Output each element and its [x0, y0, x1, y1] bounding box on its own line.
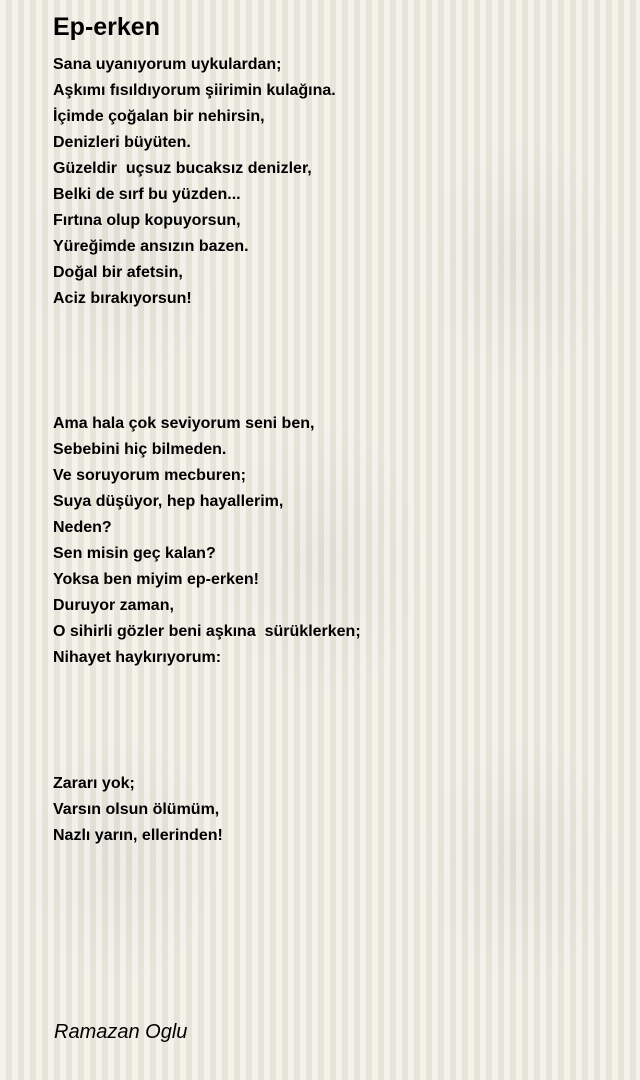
poem-line: İçimde çoğalan bir nehirsin, — [53, 108, 265, 125]
poem-line: Nazlı yarın, ellerinden! — [53, 827, 223, 844]
poem-line: Varsın olsun ölümüm, — [53, 801, 220, 818]
poem-line: Neden? — [53, 519, 112, 536]
poem-line: Belki de sırf bu yüzden... — [53, 186, 241, 203]
poem-line: Yoksa ben miyim ep-erken! — [53, 571, 259, 588]
poem-line: Suya düşüyor, hep hayallerim, — [53, 493, 284, 510]
stanza-1 — [53, 52, 336, 312]
poem-line: Aşkımı fısıldıyorum şiirimin kulağına. — [53, 82, 336, 99]
poem-line: Aciz bırakıyorsun! — [53, 290, 192, 307]
stanza-3 — [53, 771, 223, 849]
poem-line: Fırtına olup kopuyorsun, — [53, 212, 241, 229]
poem-line: Güzeldir uçsuz bucaksız denizler, — [53, 160, 312, 177]
poem-line: Sen misin geç kalan? — [53, 545, 216, 562]
poem-line: Sana uyanıyorum uykulardan; — [53, 56, 282, 73]
poem-line: Duruyor zaman, — [53, 597, 174, 614]
poem-line: Ve soruyorum mecburen; — [53, 467, 246, 484]
poem-title: Ep-erken — [53, 13, 160, 41]
poem-line: Sebebini hiç bilmeden. — [53, 441, 227, 458]
poem-line: Zararı yok; — [53, 775, 135, 792]
poem-line: Nihayet haykırıyorum: — [53, 649, 222, 666]
poem-line: O sihirli gözler beni aşkına sürüklerken; — [53, 623, 361, 640]
stanza-2 — [53, 411, 361, 671]
poem-author: Ramazan Oglu — [54, 1021, 188, 1043]
poem-line: Denizleri büyüten. — [53, 134, 191, 151]
poem-line: Doğal bir afetsin, — [53, 264, 183, 281]
poem-line: Yüreğimde ansızın bazen. — [53, 238, 249, 255]
poem-line: Ama hala çok seviyorum seni ben, — [53, 415, 315, 432]
